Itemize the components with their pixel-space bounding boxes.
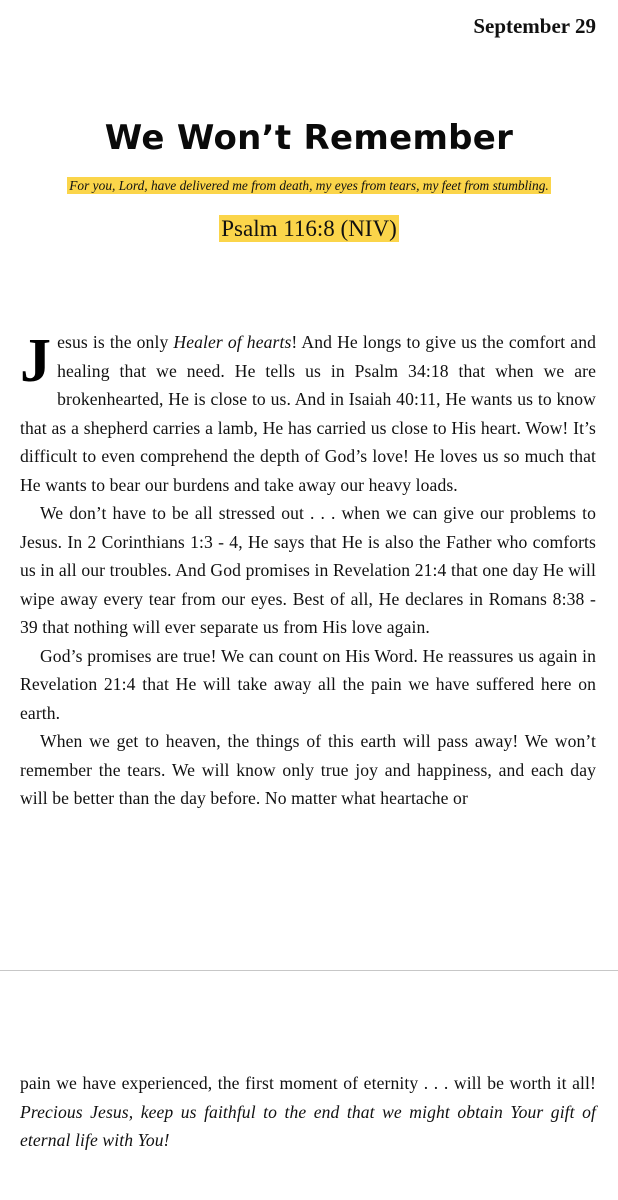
paragraph-4: When we get to heaven, the things of this earth will pass away! We won’t remember the tears. We will know only true joy and happiness, and each day will be better than the day before. No matter what heartache or — [20, 731, 596, 808]
drop-cap: J — [20, 327, 52, 395]
paragraph-1-intro: esus is the only — [57, 332, 174, 352]
scripture-reference-text: Psalm 116:8 (NIV) — [221, 216, 397, 241]
scripture-verse-text: For you, Lord, have delivered me from death, my eyes from tears, my feet from stumbling. — [69, 178, 549, 193]
paragraph-3: God’s promises are true! We can count on His Word. He reassures us again in Revelation 21:4 that He will take away all the pain we have suffered here on earth. — [20, 645, 596, 723]
paragraph-1-emphasis: Healer of hearts — [173, 332, 292, 352]
scripture-verse — [0, 178, 618, 194]
paragraph-2: We don’t have to be all stressed out . . . when we can give our problems to Jesus. In 2 Corinthians 1:3 - 4, He says that He is also the Father who comforts us in all our troubles. And God promises in Revelation 21:4 that one day He will wipe away every tear from our eyes. Best of all, He declares in Romans 8:38 - 39 that nothing will ever separate us from His love again. — [20, 503, 596, 637]
devotional-body — [20, 328, 596, 813]
page-date: September 29 — [473, 14, 596, 38]
paragraph-1 — [20, 328, 596, 499]
page-divider — [0, 970, 618, 971]
continued-text — [20, 1069, 596, 1155]
continuation-paragraph — [20, 1069, 596, 1155]
closing-prayer: Precious Jesus, keep us faithful to the end that we might obtain Your gift of eternal life with You! — [20, 1101, 596, 1150]
paragraph-1-rest: ! And He longs to give us the comfort and healing that we need. He tells us in Psalm 34:18 that when we are brokenhearted, He is close to us. And in Isaiah 40:11, He wants us to know that as a shepherd carries a lamb, He has carried us close to His heart. Wow! It’s difficult to even comprehend the depth of God’s love! He loves us so much that He wants to bear our burdens and take away our heavy loads. — [20, 332, 597, 495]
continuation-text: pain we have experienced, the first moment of eternity . . . will be worth it all! — [20, 1073, 596, 1093]
page-title: We Won’t Remember — [104, 118, 514, 158]
scripture-reference — [0, 216, 618, 242]
